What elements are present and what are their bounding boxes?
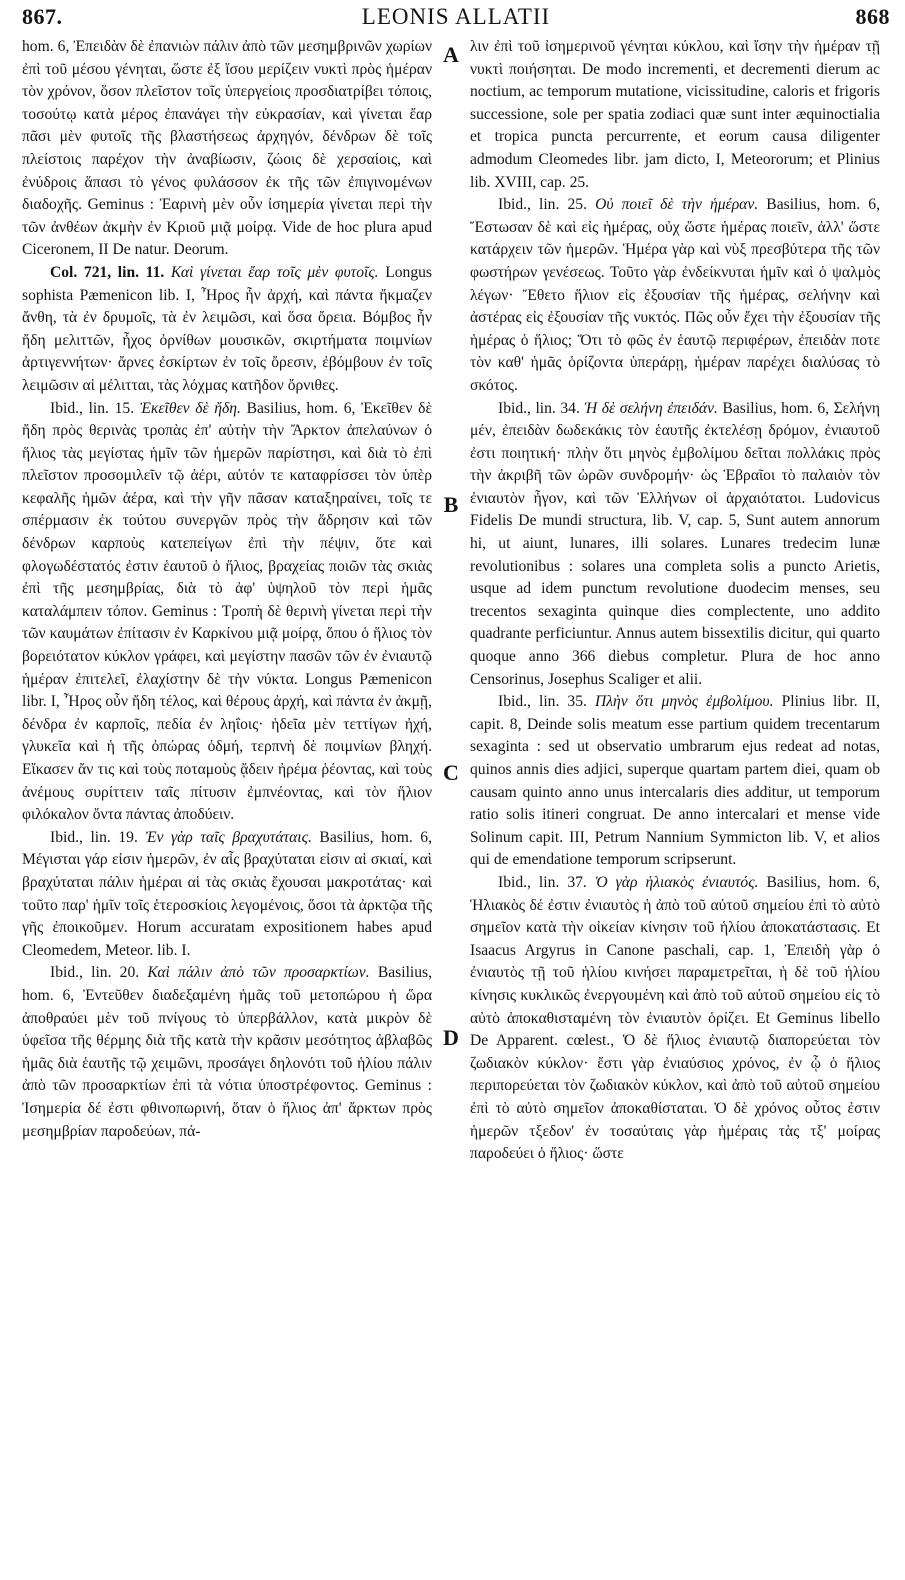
page-number-right: 868 — [855, 4, 890, 29]
entry-text: Basilius, hom. 6, Ἐκεῖθεν δὲ ἤδη πρὸς θερινὰς τροπὰς ἐπ' αὐτὴν τὴν Ἄρκτον ἀπελαύνων ὁ ἥλιος τὰς μεγίστας ἡμῖν τῶν ἡμερῶν παρίστησι, καὶ διὰ τὸ ἐπὶ πλεῖστον προσομιλεῖν τῷ ἀέρι, αὐτόν τε καταφρίσσει τὸν ὑπὲρ κεφαλῆς ἡμῶν ἀέρα, καὶ τὴν γῆν πᾶσαν καταξηραίνει, τοῖς τε σπέρμασιν ἐκ τούτου συνεργῶν πρὸς τὴν ἅδρησιν καὶ τῶν δένδρων καρποὺς κατεπείγων ἐπὶ τὴν πέψιν, ὅτε καὶ φλογωδέστατός ἐστιν ἑαυτοῦ ὁ ἥλιος, βραχείας ποιῶν τὰς σκιὰς ἐπὶ τῆς μεσημβρίας, διὰ τὸ ἀφ' ὑψηλοῦ τὸν περὶ ἡμᾶς καταλάμπειν τόπον. Geminus : Τροπὴ δὲ θερινὴ γίνεται περὶ τὴν τῶν καυμάτων ἐπίτασιν ἐν Καρκίνου μιᾷ μοίρᾳ, ὅπου ὁ ἥλιος τὸν βορειότατον κύκλον γράφει, καὶ μεγίστην πασῶν τῶν ἐν ἐνιαυτῷ ἡμέραν ἐπιτελεῖ, ἐλαχίστην δὲ τὴν νύκτα. Longus Pæmenicon libr. I, Ἦρος οὖν ἤδη τέλος, καὶ θέρους ἀρχή, καὶ πάντα ἐν ἀκμῇ, δένδρα ἐν καρποῖς, πεδία ἐν ληΐοις· ἡδεῖα μὲν τεττίγων ἠχή, γλυκεῖα καὶ ἡ τῆς ὀπώρας ὀδμή, τερπνὴ δὲ ποιμνίων βληχή. Εἴκασεν ἄν τις καὶ τοὺς ποταμοὺς ᾄδειν ἠρέμα ῥέοντας, καὶ τοὺς ἀνέμους συρίττειν ταῖς πίτυσιν ἐμπνέοντας, καὶ τὸν ἥλιον φιλόκαλον ὄντα πάντας ἀποδύειν. — [22, 399, 433, 824]
running-title: LEONIS ALLATII — [361, 4, 551, 29]
note-entry — [470, 872, 880, 1166]
entry-text: Basilius, hom. 6, Ἡλιακὸς δέ ἐστιν ἐνιαυτὸς ἡ ἀπὸ τοῦ αὐτοῦ σημείου ἐπὶ τὸ αὐτὸ σημεῖον κατὰ τὴν οἰκείαν κίνησιν τοῦ ἡλίου ἀποκατάστασις. Et Isaacus Argyrus in Canone paschali, cap. 1, Ἐπειδὴ γὰρ ὁ ἐνιαυτὸς τῇ τοῦ ἡλίου κινήσει παραμετρεῖται, ἡ δὲ τοῦ ἡλίου κίνησις κυκλικῶς ἐνεργουμένη καὶ ἀπὸ τοῦ αὐτοῦ σημείου εἰς τὸ αὐτὸ ἀποκαθισταμένη τὸν ἐνιαυτὸν ὁρίζει. Et Geminus libello De Apparent. cœlest., Ὁ δὲ ἥλιος ἐνιαυτῷ διαπορεύεται τὸν ζωδιακὸν κύκλον· ἔστι γὰρ ἐνιαύσιος χρόνος, ἐν ᾧ ὁ ἥλιος περιπορεύεται τὸν ζωδιακὸν κύκλον, καὶ ἀπὸ τοῦ αὐτοῦ σημείου ἐπὶ τὸ αὐτὸ σημεῖον ἀποκαθίσταται. Ὁ δὲ χρόνος οὗτος ἐστιν ἡμερῶν τξεδον' ἐν τοσαύταις γὰρ ἡμέραις τὰς τξ' μοίρας παροδεύει ὁ ἥλιος· ὥστε — [470, 873, 881, 1163]
entry-reference: Ibid., lin. 19. — [50, 828, 138, 846]
page-header — [22, 4, 890, 32]
entry-reference: Ibid., lin. 35. — [498, 693, 587, 711]
entry-reference: Ibid., lin. 20. — [50, 964, 140, 982]
entry-reference: Col. 721, lin. 11. — [50, 263, 165, 281]
entry-lemma: Ἐν γὰρ ταῖς βραχυτάταις. — [145, 828, 312, 846]
entry-text: Plinius libr. II, capit. 8, Deinde solis meatum esse partium quidem trecentarum sexaginta : sed ut observatio umbrarum ejus redeat ad notas, quinos annis dies adjici, superque quartam partem diei, quam ob causam quinto anno unus intercalaris dies additur, ut temporum ratio solis itineri congruat. De anno intercalari et mense vide Solinum capit. III, Petrum Nannium Symmicton lib. V, et alios qui de emendatione temporum scripserunt. — [470, 693, 881, 869]
entry-lemma: Ἡ δὲ σελήνη ἐπειδάν. — [584, 399, 718, 417]
note-entry — [22, 962, 432, 1143]
right-column — [470, 36, 880, 1166]
margin-letter-b: B — [443, 492, 459, 517]
margin-letter-d: D — [443, 1025, 459, 1050]
entry-lemma: Οὐ ποιεῖ δὲ τὴν ἡμέραν. — [595, 196, 759, 214]
entry-reference: Ibid., lin. 15. — [50, 399, 135, 417]
entry-text: Basilius, hom. 6, Σελήνη μέν, ἐπειδὰν δωδεκάκις τὸν ἑαυτῆς ἐκτελέσῃ δρόμον, ἐνιαυτοῦ ἐστι ποιητική· πλὴν ὅτι μηνὸς ἐμβολίμου δεῖται πολλάκις πρὸς τὴν ἀκριβῆ τῶν ὡρῶν συνδρομήν· ὡς Ἑβραῖοι τὸ παλαιὸν τὸν ἐνιαυτὸν ἦγον, καὶ τῶν Ἑλλήνων οἱ ἀρχαιότατοι. Ludovicus Fidelis De mundi structura, lib. V, cap. 5, Sunt autem annorum hi, ut aiunt, lunares, illi solares. Lunares tredecim lunæ revolutionibus : solares una completa solis a puncto Arietis, usque ad idem punctum revolutione duodecim menses, seu trecentos sexaginta quinque dies complectente, uno addito quadrante perficiuntur. Annus autem bissextilis dicitur, qui quarto quoque anno 366 diebus completur. Plura de hoc anno Censorinus, Josephus Scaliger et alii. — [470, 399, 880, 688]
note-entry — [22, 398, 432, 827]
entry-text: Basilius, hom. 6, Ἐντεῦθεν διαδεξαμένη ἡμᾶς τοῦ μετοπώρου ἡ ὥρα ἀποθραύει μὲν τοῦ πνίγους τὸ ὑπερβάλλον, κατὰ μικρὸν δὲ ὑφεῖσα τῆς θέρμης διὰ τῆς κατὰ τὴν κρᾶσιν μεσότητος ἀβλαβῶς ἡμᾶς διὰ ἑαυτῆς τῷ χειμῶνι, προσάγει δηλονότι τοῦ ἡλίου πάλιν ἀπὸ τῶν προσαρκτίων ἐπὶ τὰ νότια ὑποστρέφοντος. Geminus : Ἰσημερία δέ ἐστι φθινοπωρινή, ὅταν ὁ ἥλιος ἀπ' ἄρκτων πρὸς μεσημβρίαν παροδεύων, πά- — [22, 964, 432, 1140]
entry-lemma: Πλὴν ὅτι μηνὸς ἐμβολίμου. — [594, 693, 774, 711]
entry-reference: Ibid., lin. 34. — [498, 399, 580, 417]
entry-text: Basilius, hom. 6, Ἔστωσαν δὲ καὶ εἰς ἡμέρας, οὐχ ὥστε ἡμέρας ποιεῖν, ἀλλ' ὥστε κατάρχειν τῶν ἡμερῶν. Ἡμέρα γὰρ καὶ νὺξ πρεσβύτερα τῆς τῶν φωστήρων γενέσεως. Τοῦτο γὰρ ἐνδείκνυται ἡμῖν καὶ ὁ ψαλμὸς λέγων· Ἔθετο ἥλιον εἰς ἐξουσίαν τῆς ἡμέρας, σελήνην καὶ ἀστέρας εἰς ἐξουσίαν τῆς νυκτός. Πῶς οὖν ἔχει τὴν ἐξουσίαν τῆς ἡμέρας ὁ ἥλιος; Ὅτι τὸ φῶς ἐν ἑαυτῷ περιφέρων, ἐπειδὰν ποτε τὸν καθ' ἡμᾶς ὁρίζοντα ὑπεράρῃ, ἡμέραν παρέχει διαλύσας τὸ σκότος. — [470, 196, 880, 394]
entry-text: Longus sophista Pæmenicon lib. I, Ἦρος ἦν ἀρχή, καὶ πάντα ἤκμαζεν ἄνθη, τὰ ἐν δρυμοῖς, τὰ ἐν λειμῶσι, καὶ ὅσα ὄρεια. Βόμβος ἦν ἤδη μελιττῶν, ἦχος ὀρνίθων μουσικῶν, σκιρτήματα ποιμνίων ἀρτιγεννήτων· ἄρνες ἐσκίρτων ἐν τοῖς ὄρεσιν, ἐβόμβουν ἐν τοῖς λειμῶσιν αἱ μέλιτται, τὰς λόχμας κατῆδον ὄρνιθες. — [22, 263, 432, 394]
paragraph-continued — [22, 36, 432, 262]
paragraph-text: λιν ἐπὶ τοῦ ἰσημερινοῦ γένηται κύκλου, καὶ ἴσην τὴν ἡμέραν τῇ νυκτὶ ποιήσηται. De modo incrementi, et decrementi dierum ac noctium, ac temporum mutatione, vicissitudine, caloris et frigoris successione, sole per spatia zodiaci quæ sunt inter æquinoctialia et tropica puncta percurrente, et eorum causa diligenter admodum Cleomedes libr. jam dicto, I, Meteororum; et Plinius lib. XVIII, cap. 25. — [470, 38, 880, 191]
margin-letter-c: C — [443, 760, 459, 785]
note-entry — [22, 262, 432, 398]
note-entry — [470, 194, 880, 397]
margin-letter-a: A — [443, 42, 459, 67]
page-number-left: 867. — [22, 4, 63, 29]
note-entry — [22, 827, 432, 963]
note-entry — [470, 691, 880, 872]
entry-lemma: Καὶ γίνεται ἔαρ τοῖς μὲν φυτοῖς. — [170, 263, 379, 281]
entry-lemma: Ὁ γὰρ ἡλιακὸς ἐνιαυτός. — [594, 873, 759, 891]
entry-reference: Ibid., lin. 25. — [498, 196, 587, 214]
entry-lemma: Ἐκεῖθεν δὲ ἤδη. — [139, 399, 241, 417]
paragraph-continued — [470, 36, 880, 194]
entry-lemma: Καὶ πάλιν ἀπὸ τῶν προσαρκτίων. — [147, 964, 370, 982]
entry-text: Basilius, hom. 6, Μέγισται γάρ εἰσιν ἡμερῶν, ἐν αἷς βραχύταται εἰσιν αἱ σκιαί, καὶ βραχύταται πάλιν ἡμέραι αἱ τὰς σκιὰς ἔχουσαι μακροτάτας· καὶ τοῦτο παρ' ἡμῖν τοῖς ἑτεροσκίοις λεγομένοις, ὅσοι τὰ ἀρκτῷα τῆς γῆς ἐποικοῦμεν. Horum accuratam expositionem habes apud Cleomedem, Meteor. lib. I. — [22, 828, 432, 959]
entry-reference: Ibid., lin. 37. — [498, 873, 587, 891]
left-column — [22, 36, 432, 1143]
note-entry — [470, 398, 880, 692]
paragraph-text: hom. 6, Ἐπειδὰν δὲ ἐπανιὼν πάλιν ἀπὸ τῶν μεσημβρινῶν χωρίων ἐπὶ τοῦ μέσου γένηται, ὥστε ἐξ ἴσου μερίζειν νυκτὶ πρὸς ἡμέραν τὸν χρόνον, ὅσον πλεῖστον τοῖς ὑπεργείοις προσδιατρίβει τόποις, τοσούτῳ κατὰ μέρος ἐπανάγει τὴν εὐκρασίαν, καὶ γίνεται ἔαρ πᾶσι μὲν φυτοῖς τῆς βλαστήσεως ἀρχηγόν, δένδρων δὲ τοῖς πλείστοις παρέχον τὴν ἀναβίωσιν, ζώοις δὲ χερσαίοις, καὶ ἐνύδροις ἅπασι τὸ γένος φυλάσσον ἐκ τῆς τῶν ἐπιγινομένων διαδοχῆς. Geminus : Ἐαρινὴ μὲν οὖν ἰσημερία γίνεται περὶ τὴν τῶν ἀνθέων ἀκμὴν ἐν Κριοῦ μιᾷ μοίρᾳ. Vide de hoc plura apud Ciceronem, II De natur. Deorum. — [22, 38, 432, 259]
